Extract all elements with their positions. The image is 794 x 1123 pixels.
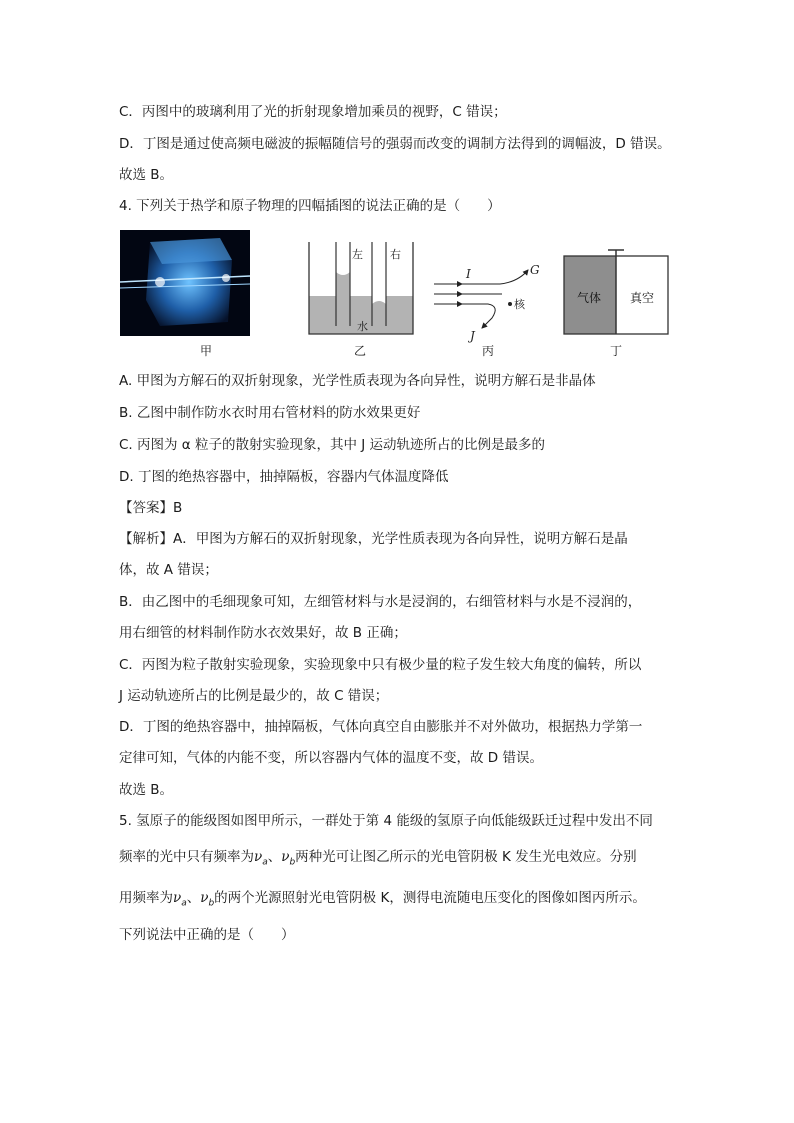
nu-symbol: ν — [173, 890, 182, 906]
text-segment: 用频率为 — [119, 890, 173, 906]
explanation-line: C．丙图为粒子散射实验现象，实验现象中只有极少量的粒子发生较大角度的偏转，所以 — [119, 657, 642, 673]
explanation-line: 【解析】A．甲图为方解石的双折射现象，光学性质表现为各向异性，说明方解石是晶 — [119, 531, 628, 547]
label-water: 水 — [357, 321, 368, 333]
nu-symbol: ν — [200, 890, 209, 906]
text-segment: 频率的光中只有频率为 — [119, 849, 254, 865]
question-5-line — [119, 848, 637, 872]
label-vacuum: 真空 — [630, 291, 655, 305]
text-line: C．丙图中的玻璃利用了光的折射现象增加乘员的视野，C 错误； — [119, 104, 507, 120]
label-I: I — [466, 267, 471, 281]
label-G: G — [530, 263, 540, 277]
nu-symbol: ν — [281, 849, 290, 865]
subscript: a — [181, 898, 187, 909]
explanation-line: D．丁图的绝热容器中，抽掉隔板，气体向真空自由膨胀并不对外做功，根据热力学第一 — [119, 719, 643, 735]
figure-caption: 丁 — [609, 344, 622, 358]
figure-ding-adiabatic-container — [560, 246, 672, 338]
text-line: 故选 B。 — [119, 167, 174, 183]
nu-symbol: ν — [254, 849, 263, 865]
option-b: B. 乙图中制作防水衣时用右管材料的防水效果更好 — [119, 405, 421, 421]
figure-caption: 乙 — [353, 344, 366, 358]
figure-jia-calcite-photo — [120, 230, 250, 336]
text-segment: 两种光可让图乙所示的光电管阴极 K 发生光电效应。分别 — [295, 849, 637, 865]
explanation-line: 用右细管的材料制作防水衣效果好，故 B 正确； — [119, 625, 407, 641]
subscript: b — [208, 898, 215, 909]
figure-caption: 丙 — [481, 344, 494, 358]
explanation-line: 体，故 A 错误； — [119, 562, 218, 578]
label-nucleus: 核 — [514, 299, 525, 311]
separator: 、 — [267, 849, 282, 865]
explanation-line: 故选 B。 — [119, 782, 174, 798]
explanation-line: 定律可知，气体的内能不变，所以容器内气体的温度不变，故 D 错误。 — [119, 750, 543, 766]
answer: 【答案】B — [119, 500, 183, 516]
figure-bing-alpha-scattering — [430, 262, 550, 346]
option-a: A. 甲图为方解石的双折射现象，光学性质表现为各向异性，说明方解石是非晶体 — [119, 373, 596, 389]
question-5-line: 下列说法中正确的是（ ） — [119, 927, 295, 943]
question-5-line: 5. 氢原子的能级图如图甲所示，一群处于第 4 能级的氢原子向低能级跃迁过程中发出不同 — [119, 813, 653, 829]
figure-caption: 甲 — [199, 344, 212, 358]
explanation-line: B．由乙图中的毛细现象可知，左细管材料与水是浸润的，右细管材料与水是不浸润的， — [119, 594, 642, 610]
text-segment: 的两个光源照射光电管阴极 K，测得电流随电压变化的图像如图丙所示。 — [214, 890, 646, 906]
label-right: 右 — [390, 249, 401, 261]
explanation-line: J 运动轨迹所占的比例是最少的，故 C 错误； — [119, 688, 389, 704]
question-5-line — [119, 889, 646, 913]
figure-yi-capillary — [306, 242, 416, 336]
option-c: C. 丙图为 α 粒子的散射实验现象，其中 J 运动轨迹所占的比例是最多的 — [119, 437, 546, 453]
label-J: J — [470, 329, 475, 343]
label-gas: 气体 — [577, 291, 602, 305]
option-d: D. 丁图的绝热容器中，抽掉隔板，容器内气体温度降低 — [119, 469, 449, 485]
subscript: b — [289, 857, 296, 868]
text-line: D．丁图是通过使高频电磁波的振幅随信号的强弱而改变的调制方法得到的调幅波，D 错误。 — [119, 136, 671, 152]
question-4-stem: 4. 下列关于热学和原子物理的四幅插图的说法正确的是（ ） — [119, 198, 501, 214]
subscript: a — [262, 857, 268, 868]
separator: 、 — [186, 890, 201, 906]
label-left: 左 — [352, 249, 363, 261]
